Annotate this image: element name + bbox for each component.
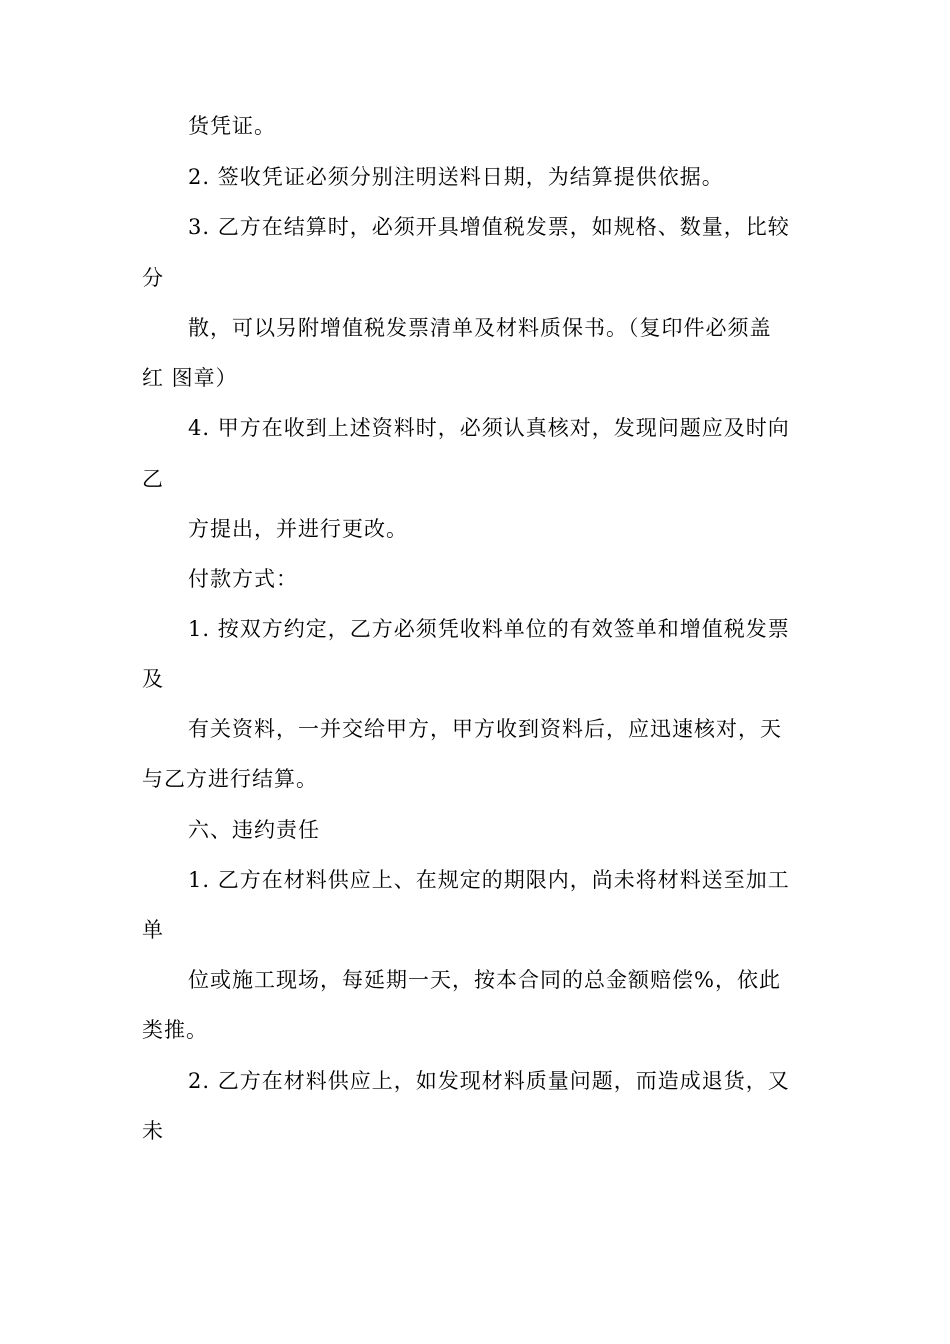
text-line: 未 [142, 1119, 164, 1143]
text-line: 与乙方进行结算。 [142, 767, 318, 791]
text-line: 有关资料，一并交给甲方，甲方收到资料后，应迅速核对，天 [188, 717, 782, 741]
text-line: 分 [142, 266, 164, 290]
text-line: 及 [142, 667, 164, 691]
text-line: 散，可以另附增值税发票清单及材料质保书。（复印件必须盖 [188, 316, 772, 340]
section-heading: 六、违约责任 [188, 818, 320, 842]
text-line: 货凭证。 [188, 114, 276, 138]
text-line: 红 图章） [142, 366, 238, 390]
text-line: 类推。 [142, 1018, 208, 1042]
text-line: 2. 签收凭证必须分别注明送料日期，为结算提供依据。 [188, 165, 724, 189]
text-line: 方提出，并进行更改。 [188, 517, 408, 541]
text-line: 乙 [142, 467, 164, 491]
text-line: 单 [142, 918, 164, 942]
text-line: 位或施工现场，每延期一天，按本合同的总金额赔偿%，依此 [188, 968, 781, 992]
text-line: 1. 乙方在材料供应上、在规定的期限内，尚未将材料送至加工 [188, 868, 790, 892]
text-line: 2. 乙方在材料供应上，如发现材料质量问题，而造成退货，又 [188, 1069, 790, 1093]
text-line: 1. 按双方约定，乙方必须凭收料单位的有效签单和增值税发票 [188, 617, 790, 641]
text-line: 3. 乙方在结算时，必须开具增值税发票，如规格、数量，比较 [188, 215, 790, 239]
section-label: 付款方式： [188, 567, 298, 591]
text-line: 4. 甲方在收到上述资料时，必须认真核对，发现问题应及时向 [188, 416, 790, 440]
